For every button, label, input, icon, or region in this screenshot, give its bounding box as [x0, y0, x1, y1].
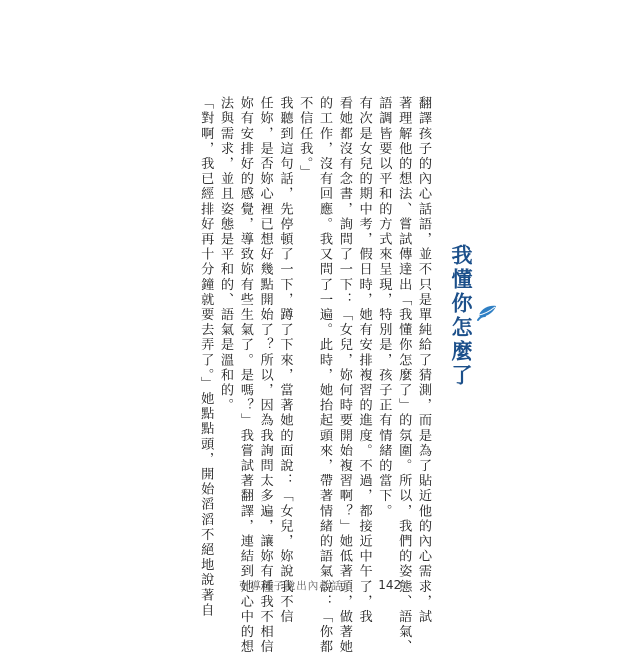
running-title: 引導孩子說出內心話 — [238, 580, 343, 592]
text-column: 有次是女兒的期中考，假日時，她有安排複習的進度。不過，都接近中午了，我 — [356, 96, 372, 625]
page-number: 142 — [378, 578, 402, 592]
text-column: 「對啊，我已經排好再十分鐘就要去弄了。」她點點頭，開始滔滔不絕地說著自 — [198, 96, 214, 618]
text-column: 我聽到這句話，先停頓了一下，蹲了下來，當著她的面說：「女兒，妳說我不信 — [277, 96, 293, 625]
text-column: 的工作，沒有回應。我又問了一遍。此時，她抬起頭來，帶著情緒的語氣說：「你都 — [317, 96, 333, 655]
page-title — [446, 96, 498, 536]
text-column: 著理解他的想法、嘗試傳達出「我懂你怎麼了」的氛圍。所以，我們的姿態、語氣、 — [396, 96, 412, 655]
text-column: 翻譯孩子的內心話語，並不只是單純給了猜測，而是為了貼近他的內心需求，試 — [416, 96, 431, 625]
text-column: 法與需求，並且姿態是平和的、語氣是溫和的。 — [218, 96, 234, 414]
text-column: 語調皆要以平和的方式來呈現，特別是，孩子正有情緒的當下。 — [376, 96, 392, 519]
text-column: 看她都沒有念書，詢問了一下：「女兒，妳何時要開始複習啊？」她低著頭，做著她 — [336, 96, 352, 655]
text-column: 妳有安排好的感覺，導致妳有些生氣了。是嗎？」我嘗試著翻譯，連結到她心中的想 — [237, 96, 253, 655]
page-footer — [0, 578, 640, 596]
page-title-text: 我懂你怎麼了 — [449, 244, 474, 388]
text-column: 不信任我。」 — [297, 96, 313, 180]
text-column: 任妳，是否妳心裡已想好幾點開始了？所以，因為我詢問太多遍，讓妳有種我不相信 — [257, 96, 273, 655]
leaf-ornament-icon — [476, 303, 498, 323]
